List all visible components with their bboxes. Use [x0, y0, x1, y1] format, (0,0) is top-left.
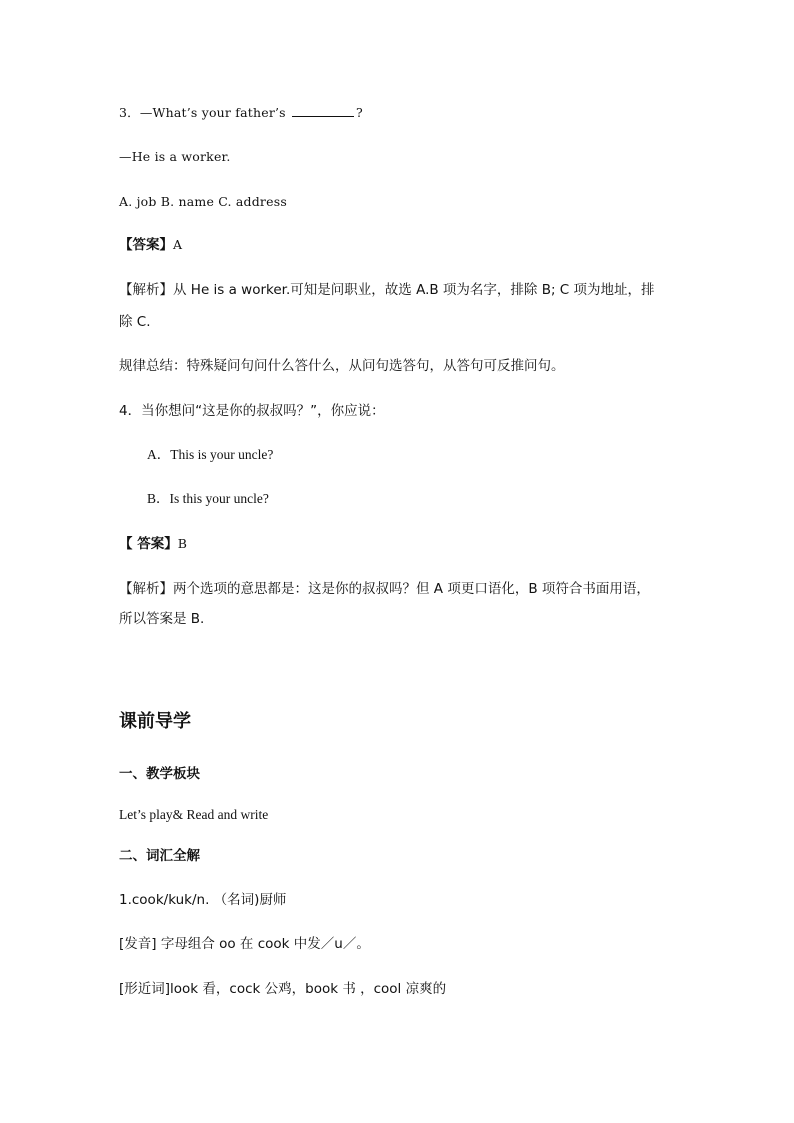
q4-question: 4．当你想问“这是你的叔叔吗？”，你应说： [119, 403, 385, 419]
q3-question-prefix: 3．—What’s your father’s [119, 105, 290, 120]
vocab-entry-cook: 1.cook/kuk/n. （名词)厨师 [119, 892, 287, 908]
q3-options: A. job B. name C. address [119, 194, 287, 209]
q3-rule-summary: 规律总结：特殊疑问句问什么答什么，从问句选答句，从答句可反推问句。 [119, 358, 565, 374]
q3-analysis-line2: 除 C. [119, 314, 151, 330]
q4-answer [119, 534, 187, 554]
q4-analysis-line1: 【解析】两个选项的意思都是：这是你的叔叔吗？但 A 项更口语化，B 项符合书面用语， [119, 581, 650, 597]
part1-heading: 一、教学板块 [119, 766, 200, 782]
q3-answer [119, 235, 182, 255]
q4-answer-label: 【 答案】 [119, 536, 178, 552]
q4-option-b: B．Is this your uncle? [147, 491, 269, 506]
q4-analysis-line2: 所以答案是 B. [119, 611, 205, 627]
q4-option-a: A．This is your uncle? [147, 447, 274, 462]
q3-question-suffix: ? [355, 105, 363, 120]
q3-reply: —He is a worker. [119, 149, 231, 164]
q4-answer-value: B [177, 536, 188, 551]
part2-heading: 二、词汇全解 [119, 848, 200, 864]
section-title: 课前导学 [119, 711, 191, 732]
q3-analysis-line1: 【解析】从 He is a worker.可知是问职业，故选 A.B 项为名字，排除 B; C 项为地址，排 [119, 282, 655, 298]
answer-blank [292, 103, 354, 117]
q3-question [119, 103, 363, 123]
vocab-similar-words: [形近词]look 看，cock 公鸡，book 书 ，cool 凉爽的 [119, 981, 447, 997]
q3-answer-label: 【答案】 [119, 237, 173, 253]
part1-content: Let’s play& Read and write [119, 807, 269, 822]
q3-answer-value: A [173, 237, 183, 252]
vocab-pronunciation: [发音] 字母组合 oo 在 cook 中发／u／。 [119, 936, 370, 952]
